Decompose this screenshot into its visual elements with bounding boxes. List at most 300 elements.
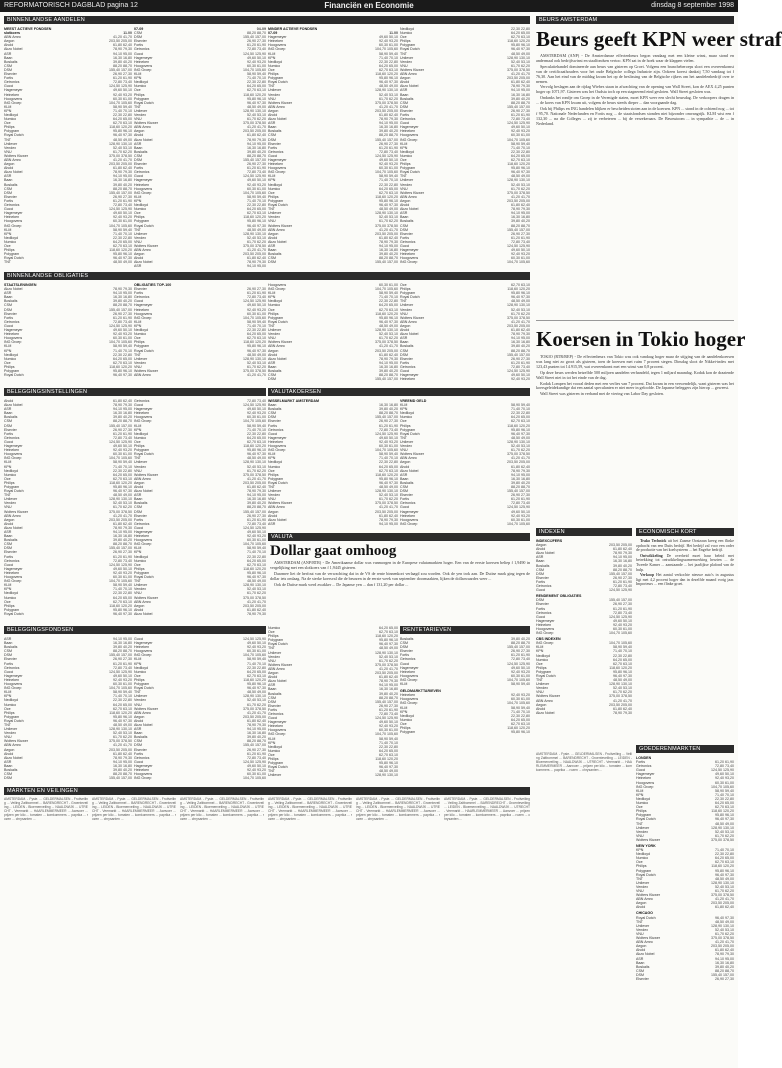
row-label: DSM xyxy=(4,307,12,312)
row-value: 124,50 125,90 xyxy=(243,525,266,530)
row-label: Akzo Nobel xyxy=(134,489,153,494)
row-value: 52,40 53,10 xyxy=(247,112,266,117)
row-label: Akzo Nobel xyxy=(4,525,23,530)
row-label: Ahold xyxy=(400,328,410,333)
row-label: Vendex xyxy=(268,215,280,220)
row-value: 155,40 157,00 xyxy=(609,571,632,576)
row-value: 61,20 61,90 xyxy=(247,166,266,171)
row-value: 118,60 120,20 xyxy=(711,809,734,814)
row-value: 62,70 63,10 xyxy=(113,599,132,604)
row-value: 71,40 70,10 xyxy=(379,740,398,745)
row-label: Philips xyxy=(268,757,279,761)
row-value: 94,10 95,00 xyxy=(113,51,132,56)
row-value: 118,60 120,20 xyxy=(243,444,266,449)
row-value: 62,70 63,10 xyxy=(247,336,266,341)
row-value: 124,50 125,90 xyxy=(243,637,266,641)
row-value: 71,40 70,10 xyxy=(715,792,734,797)
row-value: 375,00 378,50 xyxy=(375,501,398,506)
row-label: Numico xyxy=(134,669,147,674)
row-label: Ahold xyxy=(134,133,144,138)
row-value: 41,20 41,70 xyxy=(113,513,132,518)
table-beleggingsfondsen-3 xyxy=(268,626,398,783)
row-value: 58,90 59,40 xyxy=(113,227,132,232)
row-label: KLM xyxy=(4,104,12,109)
row-value: 124,50 125,90 xyxy=(507,243,530,248)
row-value: 95,80 96,10 xyxy=(511,730,530,735)
row-label: Fortis xyxy=(400,497,409,502)
row-label: Numico xyxy=(636,801,649,806)
row-value: 94,10 95,00 xyxy=(715,956,734,961)
row-value: 26,90 27,30 xyxy=(247,747,266,752)
row-label: Wolters Kluwer xyxy=(400,67,425,72)
row-value: 49,60 50,10 xyxy=(511,248,530,253)
row-label: Vendex xyxy=(134,360,146,365)
row-value: 94,10 95,00 xyxy=(113,759,132,764)
row-label: Getronics xyxy=(400,117,416,122)
row-label: Akzo Nobel xyxy=(134,260,153,265)
article-kpn-body xyxy=(536,54,734,214)
row-label: Oce xyxy=(134,562,141,567)
row-value: 61,20 61,90 xyxy=(613,579,632,584)
row-value: 95,80 96,10 xyxy=(247,448,266,453)
row-value: 96,40 97,30 xyxy=(247,223,266,228)
row-label: Fortis xyxy=(268,423,277,428)
row-label: Aegon xyxy=(134,480,145,485)
row-label: Aegon xyxy=(134,603,145,608)
row-value: 104,70 105,60 xyxy=(109,223,132,228)
row-value: 118,60 120,20 xyxy=(507,162,530,167)
row-label: Gucci xyxy=(134,403,144,408)
row-value: 39,80 40,20 xyxy=(379,407,398,412)
row-label: Philips xyxy=(636,864,647,869)
row-value: 26,90 27,30 xyxy=(511,231,530,236)
row-value: 49,60 50,10 xyxy=(113,444,132,449)
row-label: Hoogovens xyxy=(400,256,419,261)
row-value: 375,00 378,50 xyxy=(375,100,398,105)
row-value: 39,80 40,20 xyxy=(511,96,530,101)
row-value: 88,20 88,70 xyxy=(113,542,132,547)
row-value: 60,30 61,00 xyxy=(113,96,132,101)
row-label: Wolters Kluwer xyxy=(134,595,159,600)
row-value: 88,20 88,70 xyxy=(113,63,132,68)
row-value: 95,80 96,10 xyxy=(379,198,398,203)
row-value: 203,50 205,00 xyxy=(109,517,132,522)
row-label: Aegon xyxy=(134,252,145,257)
row-label: KPN xyxy=(134,550,142,555)
row-label: Hoogovens xyxy=(400,133,419,138)
row-value: 118,60 120,20 xyxy=(243,92,266,97)
row-value: 94,10 95,00 xyxy=(113,174,132,179)
row-label: DSM xyxy=(268,137,276,142)
row-value: 92,40 93,20 xyxy=(247,645,266,650)
row-label: ING Groep xyxy=(134,67,152,72)
row-label: VNU xyxy=(400,63,408,68)
row-value: 48,50 49,00 xyxy=(379,84,398,89)
row-value: 124,50 125,90 xyxy=(609,614,632,619)
row-label: TNT xyxy=(4,137,11,142)
row-value: 155,40 157,00 xyxy=(375,377,398,382)
row-value: 26,90 27,30 xyxy=(379,141,398,146)
row-label: ASR xyxy=(4,407,12,412)
row-label: Aegon xyxy=(268,671,279,676)
row-label: KPN xyxy=(536,649,544,654)
row-label: Ahold xyxy=(134,718,144,723)
row-label: TNT xyxy=(400,51,407,56)
masthead-title: Financiën en Economie xyxy=(324,1,414,10)
row-label: ING Groep xyxy=(4,100,22,105)
row-value: 22,30 22,80 xyxy=(247,431,266,436)
row-label: Royal Dutch xyxy=(536,674,556,678)
row-label: KPN xyxy=(636,848,644,853)
row-label: Heineken xyxy=(536,622,552,627)
row-value: 61,20 61,90 xyxy=(613,606,632,611)
row-value: 60,30 61,00 xyxy=(247,186,266,191)
row-value: 48,50 49,00 xyxy=(511,51,530,56)
row-value: 118,60 120,20 xyxy=(375,472,398,477)
row-label: Aegon xyxy=(636,901,647,906)
row-label: Gucci xyxy=(536,614,546,619)
row-value: 96,40 97,30 xyxy=(379,765,398,770)
section-valuta: VALUTA xyxy=(268,533,530,541)
row-value: 58,90 59,40 xyxy=(113,583,132,588)
row-label: ING Groep xyxy=(636,784,654,789)
row-label: DSM xyxy=(536,571,544,576)
row-label: Hoogovens xyxy=(268,283,287,287)
row-value: 88,20 88,70 xyxy=(379,373,398,378)
row-label: Oce xyxy=(4,243,11,248)
row-label: Boskalis xyxy=(134,149,148,154)
row-label: ING Groep xyxy=(134,190,152,195)
row-value: 62,70 63,10 xyxy=(247,88,266,93)
row-label: Royal Dutch xyxy=(268,203,288,208)
row-label: VNU xyxy=(4,735,12,740)
row-value: 78,90 79,30 xyxy=(113,525,132,530)
row-value: 118,60 120,20 xyxy=(375,194,398,199)
row-value: 92,40 93,20 xyxy=(511,252,530,257)
row-label: KLM xyxy=(268,174,276,179)
subhead-indexcijfers: INDEXCIJFERS xyxy=(536,539,563,543)
subhead-chicago: CHICAGO xyxy=(636,911,653,916)
row-label: ING Groep xyxy=(134,419,152,424)
row-value: 41,20 41,70 xyxy=(247,710,266,715)
row-label: Oce xyxy=(4,360,11,365)
row-label: Numico xyxy=(134,435,147,440)
table-rows xyxy=(400,283,530,381)
row-value: 128,90 130,10 xyxy=(109,141,132,146)
row-value: 375,00 378,50 xyxy=(711,893,734,898)
row-label: Oce xyxy=(400,721,407,726)
row-value: 48,50 49,00 xyxy=(613,678,632,683)
article-tokio-body xyxy=(536,355,734,465)
row-value: 41,20 41,70 xyxy=(511,72,530,77)
row-value: 124,50 125,90 xyxy=(375,431,398,436)
paragraph: Kodak Lompen het vooral deden met een verlies van 7 procent. Dat kwam in een verwendelijk, want gisteren was het koersgeleidekundige dat een aantal speculanten er niet meer in geloofde. De Japanse beleggers zijn hierop ... geweest. xyxy=(536,380,734,391)
row-value: 39,80 40,20 xyxy=(113,299,132,304)
row-label: Unilever xyxy=(134,460,148,465)
row-label: Oce xyxy=(4,121,11,126)
subhead-minder-actieve: MINDER ACTIEVE FONDSEN xyxy=(268,27,318,31)
row-label: Hoogovens xyxy=(134,772,153,777)
row-value: 96,40 97,30 xyxy=(379,319,398,324)
row-label: KLM xyxy=(134,194,142,199)
row-value: 124,50 125,90 xyxy=(375,153,398,158)
paragraph: Vervolg beslagen aan de rijdag Wiebes staan in afwachting van de opening van Wall Street, kon de AEX 4,25 punten hoger op 1071,97. Gisteren was het Oudsta toch op een stagnerend eind gesloten. Wall Street gesloten was. xyxy=(536,84,734,95)
row-label: Ahold xyxy=(4,751,14,756)
row-label: Oce xyxy=(268,67,275,72)
row-label: ING Groep xyxy=(268,448,286,453)
row-value: 39,80 40,20 xyxy=(113,645,132,650)
row-label: Getronics xyxy=(134,521,150,526)
row-value: 88,20 88,70 xyxy=(113,303,132,308)
row-label: Numico xyxy=(134,558,147,563)
row-label: ASR xyxy=(134,727,142,732)
row-value: 88,20 88,70 xyxy=(379,695,398,700)
table-row xyxy=(4,612,132,616)
row-label: TNT xyxy=(268,84,275,89)
row-value: 61,20 61,90 xyxy=(379,707,398,712)
row-label: Ahold xyxy=(4,521,14,526)
row-value: 49,60 50,10 xyxy=(247,55,266,60)
row-value: 96,40 97,30 xyxy=(379,203,398,208)
row-value: 72,80 73,40 xyxy=(379,711,398,716)
row-value: 60,30 61,00 xyxy=(379,43,398,48)
row-value: 52,40 53,10 xyxy=(247,464,266,469)
row-label: Wolters Kluwer xyxy=(268,662,293,667)
row-label: Oce xyxy=(268,752,275,757)
row-label: CSM xyxy=(268,256,276,261)
row-label: Vendex xyxy=(4,145,16,150)
row-label: Vendex xyxy=(536,686,548,691)
row-label: Boskalis xyxy=(4,538,18,543)
col-date1: 07-09 xyxy=(134,27,144,31)
row-label: CSM xyxy=(4,63,12,68)
row-value: 78,90 79,30 xyxy=(511,84,530,89)
row-value: 60,30 61,00 xyxy=(113,575,132,580)
row-value: 118,60 120,20 xyxy=(243,215,266,220)
row-value: 78,90 79,30 xyxy=(511,207,530,212)
row-label: Gucci xyxy=(134,174,144,179)
row-value: 16,30 16,80 xyxy=(715,960,734,965)
row-label: Polygram xyxy=(268,76,284,81)
table-rows xyxy=(636,848,734,909)
row-value: 92,40 93,20 xyxy=(379,162,398,167)
row-value: 48,50 49,00 xyxy=(247,579,266,584)
row-value: 78,90 79,30 xyxy=(247,722,266,727)
row-value: 39,80 40,20 xyxy=(379,368,398,373)
row-label: Hoogovens xyxy=(268,728,287,733)
row-value: 52,40 53,10 xyxy=(511,444,530,449)
row-label: KLM xyxy=(400,141,408,146)
row-label: TNT xyxy=(134,104,141,109)
row-value: 48,50 49,00 xyxy=(511,174,530,179)
row-label: Fortis xyxy=(4,315,13,320)
row-value: 41,20 41,70 xyxy=(379,505,398,510)
row-value: 92,40 93,20 xyxy=(113,332,132,337)
row-label: Philips xyxy=(4,125,15,130)
row-value: 62,70 63,10 xyxy=(113,476,132,481)
row-label: Polygram xyxy=(4,368,20,373)
row-label: ABN Amro xyxy=(134,710,151,715)
row-label: Vendex xyxy=(400,59,412,64)
row-value: 16,30 16,80 xyxy=(379,403,398,408)
row-label: DSM xyxy=(400,489,408,494)
row-value: 71,40 70,10 xyxy=(511,709,530,714)
row-label: Hagemeyer xyxy=(268,435,287,440)
row-label: Numico xyxy=(134,332,147,337)
row-label: Vendex xyxy=(134,112,146,117)
row-value: 104,70 105,60 xyxy=(243,653,266,658)
row-value: 88,20 88,70 xyxy=(511,100,530,105)
row-value: 48,50 49,00 xyxy=(113,137,132,142)
row-value: 58,90 59,40 xyxy=(113,690,132,695)
row-label: Getronics xyxy=(134,399,150,403)
row-label: KLM xyxy=(268,736,276,741)
row-value: 104,70 105,60 xyxy=(109,340,132,345)
row-value: 128,90 130,10 xyxy=(375,773,398,778)
row-label: Unilever xyxy=(400,303,414,308)
row-label: Gucci xyxy=(636,768,646,773)
table-wisselmarkt xyxy=(268,399,398,529)
row-value: 71,40 70,10 xyxy=(113,587,132,592)
row-value: 26,90 27,30 xyxy=(113,72,132,77)
row-value: 88,20 88,70 xyxy=(511,641,530,646)
row-value: 39,80 40,20 xyxy=(247,501,266,506)
row-label: Hagemeyer xyxy=(134,763,153,768)
row-value: 104,70 105,60 xyxy=(609,641,632,646)
row-value: 95,80 96,10 xyxy=(511,166,530,171)
row-label: DSM xyxy=(268,377,276,382)
row-value: 61,70 62,20 xyxy=(113,505,132,510)
row-value: 96,40 97,30 xyxy=(247,575,266,580)
row-value: 104,70 105,60 xyxy=(243,776,266,781)
row-label: Elsevier xyxy=(134,747,147,752)
row-value: 61,80 62,40 xyxy=(247,484,266,489)
row-label: Oce xyxy=(400,158,407,162)
row-label: VNU xyxy=(134,702,142,707)
row-label: CSM xyxy=(4,772,12,777)
headline-dollar: Dollar gaat omhoog xyxy=(270,543,397,559)
row-value: 61,20 61,90 xyxy=(511,497,530,502)
table-rentetarieven xyxy=(400,637,530,783)
row-value: 118,60 120,20 xyxy=(507,725,530,730)
row-label: Royal Dutch xyxy=(4,133,24,138)
row-value: 124,50 125,90 xyxy=(243,174,266,179)
row-value: 52,40 53,10 xyxy=(247,360,266,365)
row-value: 95,80 96,10 xyxy=(113,484,132,489)
row-label: Philips xyxy=(400,287,411,292)
row-label: Numico xyxy=(268,186,281,191)
row-label: Vendex xyxy=(636,927,648,932)
row-label: Polygram xyxy=(636,868,652,873)
row-label: Polygram xyxy=(268,476,284,481)
row-value: 92,40 93,20 xyxy=(247,59,266,64)
row-value: 375,00 378,50 xyxy=(243,368,266,373)
row-value: 58,90 59,40 xyxy=(247,194,266,199)
row-label: ASR xyxy=(134,141,142,146)
row-value: 92,40 93,20 xyxy=(247,768,266,772)
table-row xyxy=(636,977,734,981)
row-label: Getronics xyxy=(636,764,652,769)
row-value: 118,60 120,20 xyxy=(507,39,530,44)
row-label: Hoogovens xyxy=(134,415,153,420)
row-label: KPN xyxy=(268,295,276,300)
row-value: 375,00 378,50 xyxy=(243,121,266,126)
row-value: 203,50 205,00 xyxy=(109,162,132,167)
row-label: Elsevier xyxy=(268,419,281,424)
row-label: KPN xyxy=(400,709,408,714)
row-label: KPN xyxy=(4,348,12,353)
row-label: Nedlloyd xyxy=(400,149,414,154)
row-value: 128,90 130,10 xyxy=(507,439,530,444)
row-label: Getronics xyxy=(4,80,20,85)
row-value: 61,70 62,20 xyxy=(613,690,632,695)
row-value: 61,20 61,90 xyxy=(113,554,132,559)
row-value: 155,40 157,00 xyxy=(375,415,398,420)
row-label: Vendex xyxy=(268,332,280,337)
table-rows xyxy=(134,637,266,780)
row-value: 124,50 125,90 xyxy=(109,439,132,444)
row-label: Gucci xyxy=(4,439,14,444)
row-label: Nedlloyd xyxy=(4,591,18,596)
table-rows xyxy=(400,403,530,526)
row-value: 39,80 40,20 xyxy=(113,415,132,420)
row-value: 39,80 40,20 xyxy=(511,344,530,349)
row-value: 124,50 125,90 xyxy=(109,84,132,89)
row-label: CSM xyxy=(134,505,142,510)
row-value: 60,30 61,00 xyxy=(247,311,266,316)
row-value: 64,20 65,00 xyxy=(379,464,398,469)
row-label: TNT xyxy=(268,207,275,212)
row-label: Heineken xyxy=(400,377,416,382)
row-value: 22,30 22,80 xyxy=(113,468,132,473)
row-label: Ahold xyxy=(536,706,546,711)
row-value: 104,70 105,60 xyxy=(507,137,530,142)
row-label: Baan xyxy=(4,534,13,539)
table-row xyxy=(268,377,398,381)
row-value: 95,80 96,10 xyxy=(379,476,398,481)
section-indexen: INDEXEN xyxy=(536,528,632,536)
row-label: KPN xyxy=(4,587,12,592)
row-value: 124,50 125,90 xyxy=(507,368,530,373)
row-value: 64,20 65,00 xyxy=(247,435,266,440)
row-value: 72,80 73,40 xyxy=(247,47,266,52)
row-value: 52,40 53,10 xyxy=(715,927,734,932)
row-label: VNU xyxy=(400,186,408,191)
row-value: 124,50 125,90 xyxy=(243,51,266,56)
row-value: 60,30 61,00 xyxy=(379,728,398,733)
row-value: 155,40 157,00 xyxy=(243,743,266,748)
row-label: Unilever xyxy=(4,497,18,502)
row-label: Baan xyxy=(268,364,277,369)
row-value: 118,60 120,20 xyxy=(711,864,734,869)
row-label: Boskalis xyxy=(400,637,414,641)
row-value: 22,30 22,80 xyxy=(247,554,266,559)
row-value: 41,20 41,70 xyxy=(379,666,398,671)
row-label: Oce xyxy=(4,706,11,711)
row-value: 61,80 62,40 xyxy=(379,352,398,357)
row-value: 62,70 63,10 xyxy=(511,158,530,162)
markets-col-7: AMSTERDAM. - Fysie. ... GELDERMALSEN - Fruitveiling ... Veiling Zaltbommel ... BARENDRECHT - Groenteveiling ... LEIDEN - Bloemenveiling ... NAALDWIJK ... UTRECHT - Veemarkt ... HAARLEMMERMEER ... Aanvoer ... prijzen per kilo ... tomaten ... komkommers ... paprika ... rozen ... chrysanten ... xyxy=(536,752,632,772)
row-value: 61,80 62,40 xyxy=(113,751,132,756)
row-value: 16,30 16,80 xyxy=(379,364,398,369)
table-row xyxy=(134,612,266,616)
row-value: 92,40 93,20 xyxy=(715,776,734,781)
news-item-text: Het aantal verkochte nieuwe auto's in augustus ligt met 4,2 procent hoger dan in dezelfde maand vorig jaar. Importeurs ... een flinke groei. xyxy=(636,573,734,587)
row-label: DSM xyxy=(134,743,142,748)
row-label: Akzo Nobel xyxy=(268,356,287,361)
row-value: 16,30 16,80 xyxy=(113,295,132,300)
row-label: KPN xyxy=(400,407,408,412)
